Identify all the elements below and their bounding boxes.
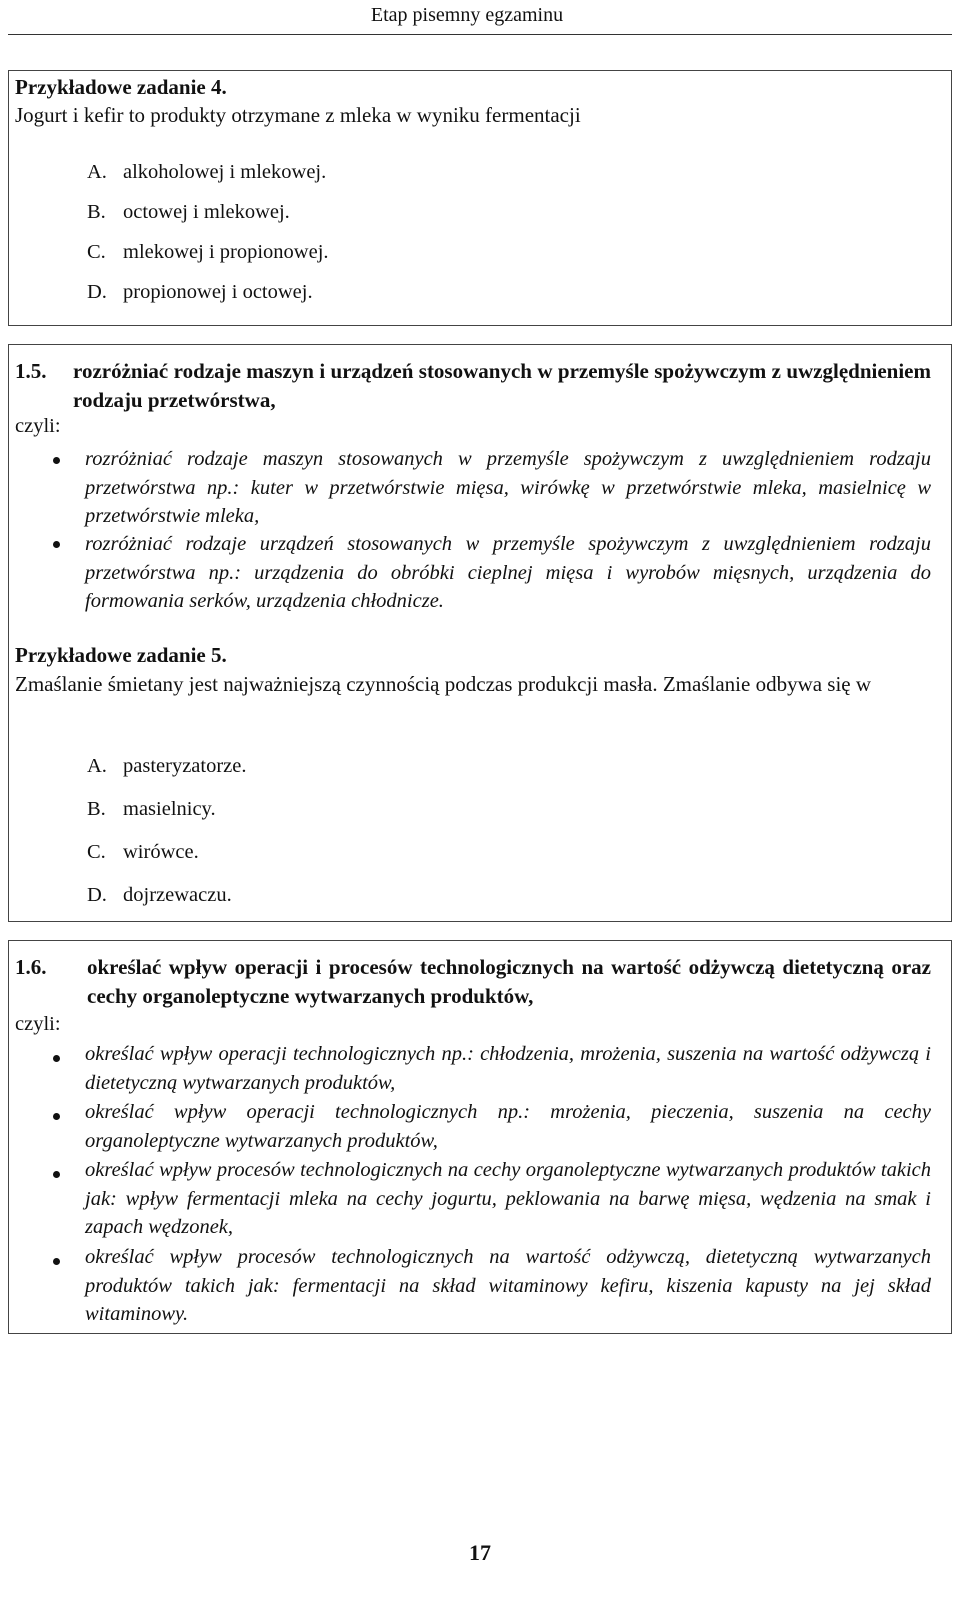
option-text: mlekowej i propionowej. (123, 241, 329, 263)
section-1-5-item-2: rozróżniać rodzaje urządzeń stosowanych w przemyśle spożywczym z uwzględnieniem rodzaju przetwórstwa np.: urządzenia do obróbki cieplnej mięsa i wyrobów mięsnych, urządzenia do formowania serków, urządzenia chłodnicze. (85, 533, 931, 612)
header-rule (8, 34, 952, 35)
option-text: propionowej i octowej. (123, 281, 313, 303)
bullet-dot (53, 1113, 60, 1120)
option-letter: C. (87, 241, 106, 263)
option-letter: B. (87, 201, 106, 223)
bullet-dot (53, 1171, 60, 1178)
page-number: 17 (469, 1540, 491, 1565)
bullet-dot (53, 1258, 60, 1265)
section-1-6-item-3: określać wpływ procesów technologicznych na cechy organoleptyczne wytwarzanych produktów takich jak: wpływ fermentacji mleka na cechy jogurtu, peklowania na barwę mięsa, wędzenia na smak i zapach wędzonek, (85, 1159, 931, 1238)
option-letter: B. (87, 798, 106, 820)
option-letter: A. (87, 755, 107, 777)
task-4-question: Jogurt i kefir to produkty otrzymane z mleka w wyniku fermentacji (15, 103, 581, 127)
section-1-6-item-1: określać wpływ operacji technologicznych np.: chłodzenia, mrożenia, suszenia na wartość odżywczą i dietetyczną wytwarzanych produktów, (85, 1043, 931, 1094)
option-letter: A. (87, 161, 107, 183)
option-letter: D. (87, 281, 107, 303)
bullet-dot (53, 457, 60, 464)
option-text: wirówce. (123, 841, 199, 863)
section-1-5-item-1: rozróżniać rodzaje maszyn stosowanych w przemyśle spożywczym z uwzględnieniem rodzaju przetwórstwa np.: kuter w przetwórstwie mięsa, wirówkę w przetwórstwie mleka, masielnicę w przetwórstwie mleka, (85, 448, 931, 527)
option-text: masielnicy. (123, 798, 216, 820)
option-text: dojrzewaczu. (123, 884, 232, 906)
option-text: pasteryzatorze. (123, 755, 247, 777)
task-4-title: Przykładowe zadanie 4. (15, 75, 227, 99)
option-text: alkoholowej i mlekowej. (123, 161, 327, 183)
section-1-6-box (8, 940, 952, 1334)
task-5-question: Zmaślanie śmietany jest najważniejszą czynnością podczas produkcji masła. Zmaślanie odbywa się w (15, 672, 872, 696)
section-1-6-title: określać wpływ operacji i procesów technologicznych na wartość odżywczą dietetyczną oraz cechy organoleptyczne wytwarzanych produktów, (87, 955, 931, 1008)
section-1-6-item-4: określać wpływ procesów technologicznych na wartość odżywczą, dietetyczną wytwarzanych produktów takich jak: fermentacji na skład witaminowy kefiru, kiszenia kapusty na jej skład witaminowy. (85, 1246, 931, 1325)
section-1-5-title: rozróżniać rodzaje maszyn i urządzeń stosowanych w przemyśle spożywczym z uwzględnieniem rodzaju przetwórstwa, (73, 359, 931, 412)
task-4-box (8, 70, 952, 326)
section-1-5-box (8, 344, 952, 922)
section-1-6-item-2: określać wpływ operacji technologicznych np.: mrożenia, pieczenia, suszenia na cechy organoleptyczne wytwarzanych produktów, (85, 1101, 931, 1152)
section-1-6-czyli: czyli: (15, 1013, 61, 1035)
running-header (0, 4, 960, 27)
task-5-title: Przykładowe zadanie 5. (15, 643, 227, 667)
option-letter: C. (87, 841, 106, 863)
running-header-text: Etap pisemny egzaminu (370, 4, 564, 26)
option-letter: D. (87, 884, 107, 906)
section-1-6-number: 1.6. (15, 955, 47, 979)
bullet-dot (53, 1055, 60, 1062)
section-1-5-number: 1.5. (15, 359, 47, 383)
bullet-dot (53, 541, 60, 548)
section-1-5-czyli: czyli: (15, 415, 61, 437)
option-text: octowej i mlekowej. (123, 201, 290, 223)
